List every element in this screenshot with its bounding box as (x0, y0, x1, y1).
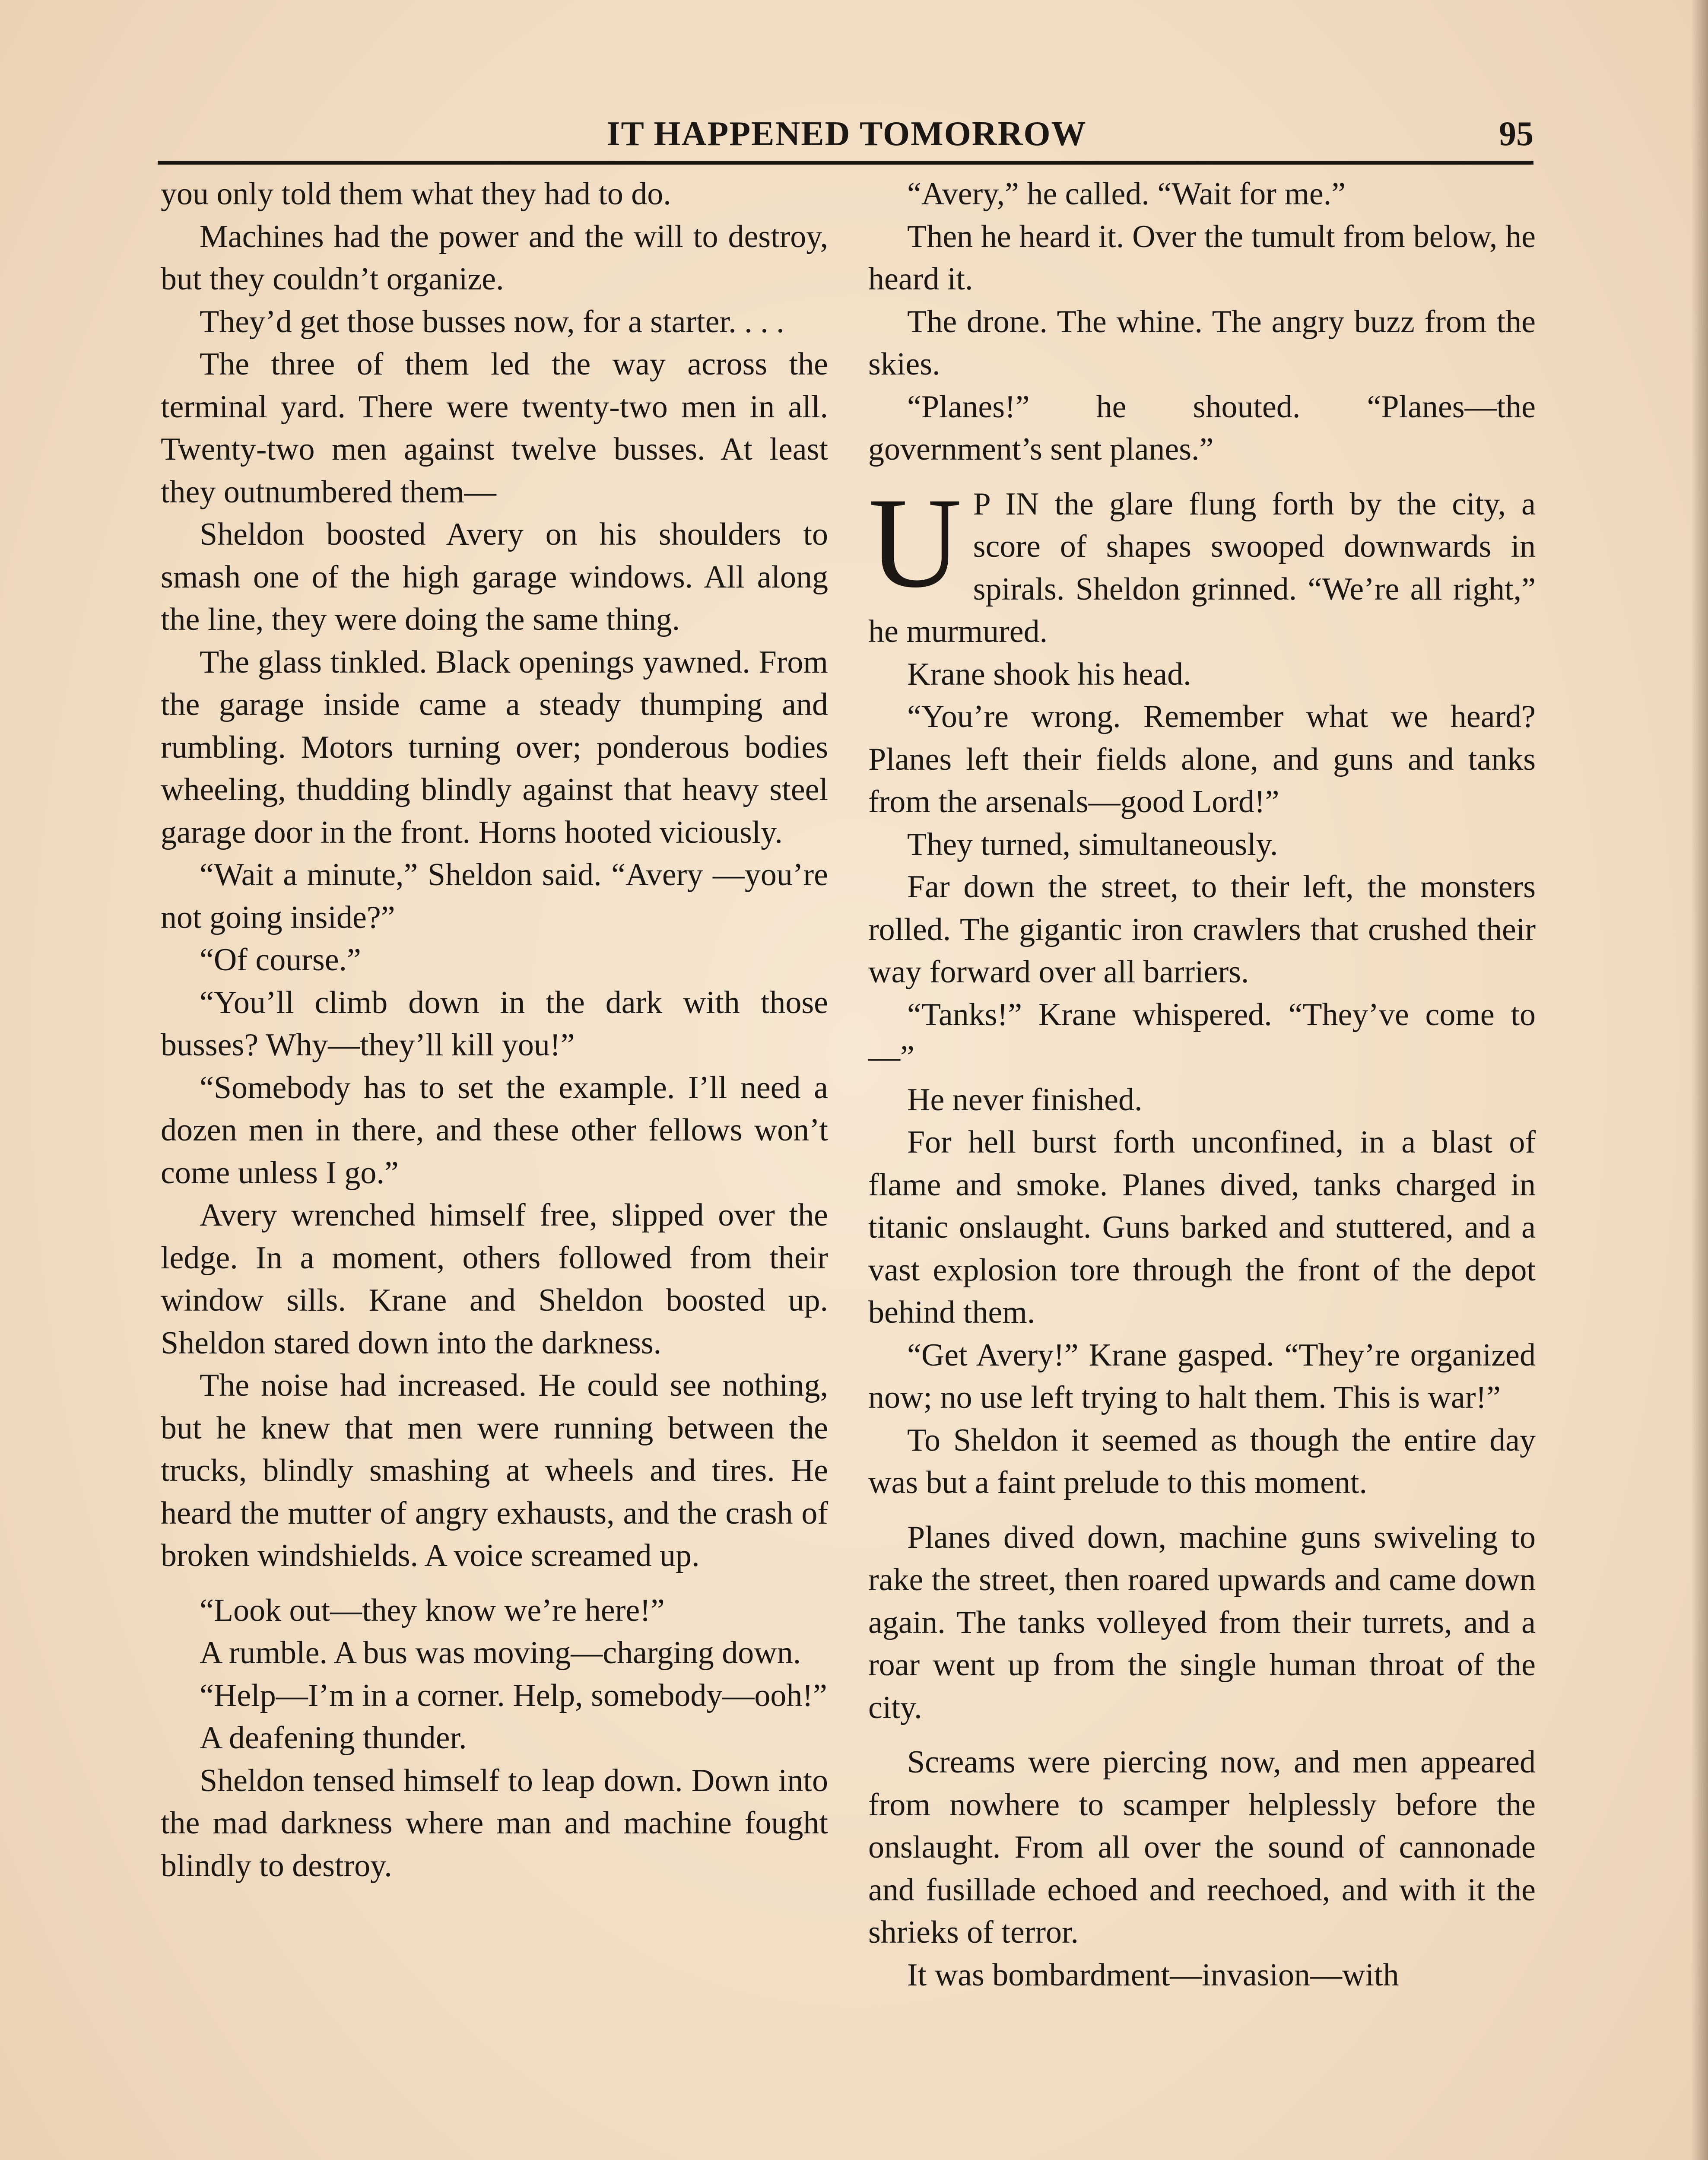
paragraph (868, 1954, 1536, 1997)
paragraph (161, 343, 828, 513)
paragraph (161, 1717, 828, 1760)
paragraph (868, 653, 1536, 696)
paragraph-text: He never finished. (907, 1082, 1143, 1118)
paragraph-text: “You’re wrong. Remember what we heard? Planes left their fields alone, and guns and tanks from the arsenals—good Lord!” (868, 699, 1536, 820)
spine-shadow (1691, 0, 1708, 2160)
paragraph (868, 301, 1536, 386)
drop-cap: U (868, 470, 962, 614)
paragraph-text: It was bombardment—invasion—with (907, 1957, 1399, 1993)
running-title: IT HAPPENED TOMORROW (606, 115, 1087, 153)
paragraph-text: “Somebody has to set the example. I’ll need a dozen men in there, and these other fellows won’t come unless I go.” (161, 1070, 828, 1191)
page-number: 95 (1499, 115, 1533, 153)
paragraph (161, 301, 828, 343)
paragraph (868, 386, 1536, 471)
paragraph (868, 1079, 1536, 1121)
paragraph (868, 1334, 1536, 1419)
paragraph-text: “Of course.” (200, 942, 361, 978)
paragraph-text: Machines had the power and the will to destroy, but they couldn’t organize. (161, 219, 828, 297)
paragraph (161, 854, 828, 939)
paragraph-text: P IN the glare flung forth by the city, a score of shapes swooped downwards in spirals. Sheldon grinned. “We’re all right,” he murmured. (868, 486, 1536, 649)
paragraph-text: Sheldon boosted Avery on his shoulders to smash one of the high garage windows. All along the line, they were doing the same thing. (161, 517, 828, 637)
paragraph-text: The three of them led the way across the terminal yard. There were twenty-two men in all. Twenty-two men against twelve busses. At least they outnumbered them— (161, 346, 828, 510)
paragraph-text: “Tanks!” Krane whispered. “They’ve come to—” (868, 997, 1536, 1075)
paragraph (868, 696, 1536, 823)
paragraph (868, 823, 1536, 866)
paragraph-text: A rumble. A bus was moving—charging down. (200, 1635, 801, 1671)
paragraph-text: “You’ll climb down in the dark with those busses? Why—they’ll kill you!” (161, 985, 828, 1063)
paragraph (868, 1741, 1536, 1954)
paragraph-text: Screams were piercing now, and men appeared from nowhere to scamper helplessly before the onslaught. From all over the sound of cannonade and fusillade echoed and reechoed, and with it the shrieks of terror. (868, 1744, 1536, 1950)
paragraph (161, 1632, 828, 1674)
text-column-right (868, 173, 1536, 1996)
page-header (160, 110, 1533, 158)
paragraph (868, 1121, 1536, 1334)
paragraph-text: The drone. The whine. The angry buzz from the skies. (868, 304, 1536, 382)
paragraph (868, 173, 1536, 216)
paragraph-text: The noise had increased. He could see nothing, but he knew that men were running between the trucks, blindly smashing at wheels and tires. He heard the mutter of angry exhausts, and the crash of broken windshields. A voice screamed up. (161, 1368, 828, 1573)
paragraph (161, 641, 828, 854)
paragraph (868, 1516, 1536, 1729)
paragraph-text: you only told them what they had to do. (161, 176, 671, 212)
paragraph-text: “Planes!” he shouted. “Planes—the government’s sent planes.” (868, 389, 1536, 467)
paragraph-text: “Wait a minute,” Sheldon said. “Avery —you’re not going inside?” (161, 857, 828, 935)
paragraph (161, 1067, 828, 1194)
paragraph (868, 994, 1536, 1079)
paragraph (868, 470, 1536, 653)
paragraph-text: Krane shook his head. (907, 656, 1191, 692)
paragraph-text: Far down the street, to their left, the monsters rolled. The gigantic iron crawlers that crushed their way forward over all barriers. (868, 869, 1536, 990)
paragraph (161, 1760, 828, 1887)
paragraph-text: Avery wrenched himself free, slipped over the ledge. In a moment, others followed from their window sills. Krane and Sheldon boosted up. Sheldon stared down into the darkness. (161, 1198, 828, 1361)
paragraph (161, 216, 828, 301)
paragraph (868, 866, 1536, 994)
paragraph (161, 1674, 828, 1717)
paragraph-text: The glass tinkled. Black openings yawned. From the garage inside came a steady thumping and rumbling. Motors turning over; ponderous bodies wheeling, thudding blindly against that heavy steel garage door in the front. Horns hooted viciously. (161, 644, 828, 850)
paragraph-text: They’d get those busses now, for a starter. . . . (200, 304, 784, 340)
paragraph (161, 173, 828, 216)
paragraph-text: “Avery,” he called. “Wait for me.” (907, 176, 1346, 212)
paragraph-text: They turned, simultaneously. (907, 826, 1278, 862)
paragraph-text: Then he heard it. Over the tumult from below, he heard it. (868, 219, 1536, 297)
paragraph (161, 939, 828, 982)
paragraph (161, 1589, 828, 1632)
paragraph-text: To Sheldon it seemed as though the entire day was but a faint prelude to this moment. (868, 1422, 1536, 1500)
paragraph-text: Planes dived down, machine guns swiveling to rake the street, then roared upwards and came down again. The tanks volleyed from their turrets, and a roar went up from the single human throat of the city. (868, 1519, 1536, 1725)
paragraph-text: “Help—I’m in a corner. Help, somebody—ooh!” (200, 1677, 827, 1713)
paragraph-text: A deafening thunder. (200, 1720, 467, 1756)
paragraph-text: “Look out—they know we’re here!” (200, 1592, 665, 1628)
paragraph (868, 1419, 1536, 1504)
paragraph (868, 216, 1536, 301)
paragraph (161, 982, 828, 1067)
paragraph (161, 1194, 828, 1364)
paragraph-text: For hell burst forth unconfined, in a blast of flame and smoke. Planes dived, tanks charged in titanic onslaught. Guns barked and stuttered, and a vast explosion tore through the front of the depot behind them. (868, 1124, 1536, 1330)
header-rule (158, 161, 1533, 165)
paragraph (161, 1364, 828, 1577)
paragraph-text: Sheldon tensed himself to leap down. Down into the mad darkness where man and machine fought blindly to destroy. (161, 1763, 828, 1884)
text-column-left (161, 173, 828, 1887)
paragraph-text: “Get Avery!” Krane gasped. “They’re organized now; no use left trying to halt them. This is war!” (868, 1337, 1536, 1415)
paragraph (161, 513, 828, 641)
